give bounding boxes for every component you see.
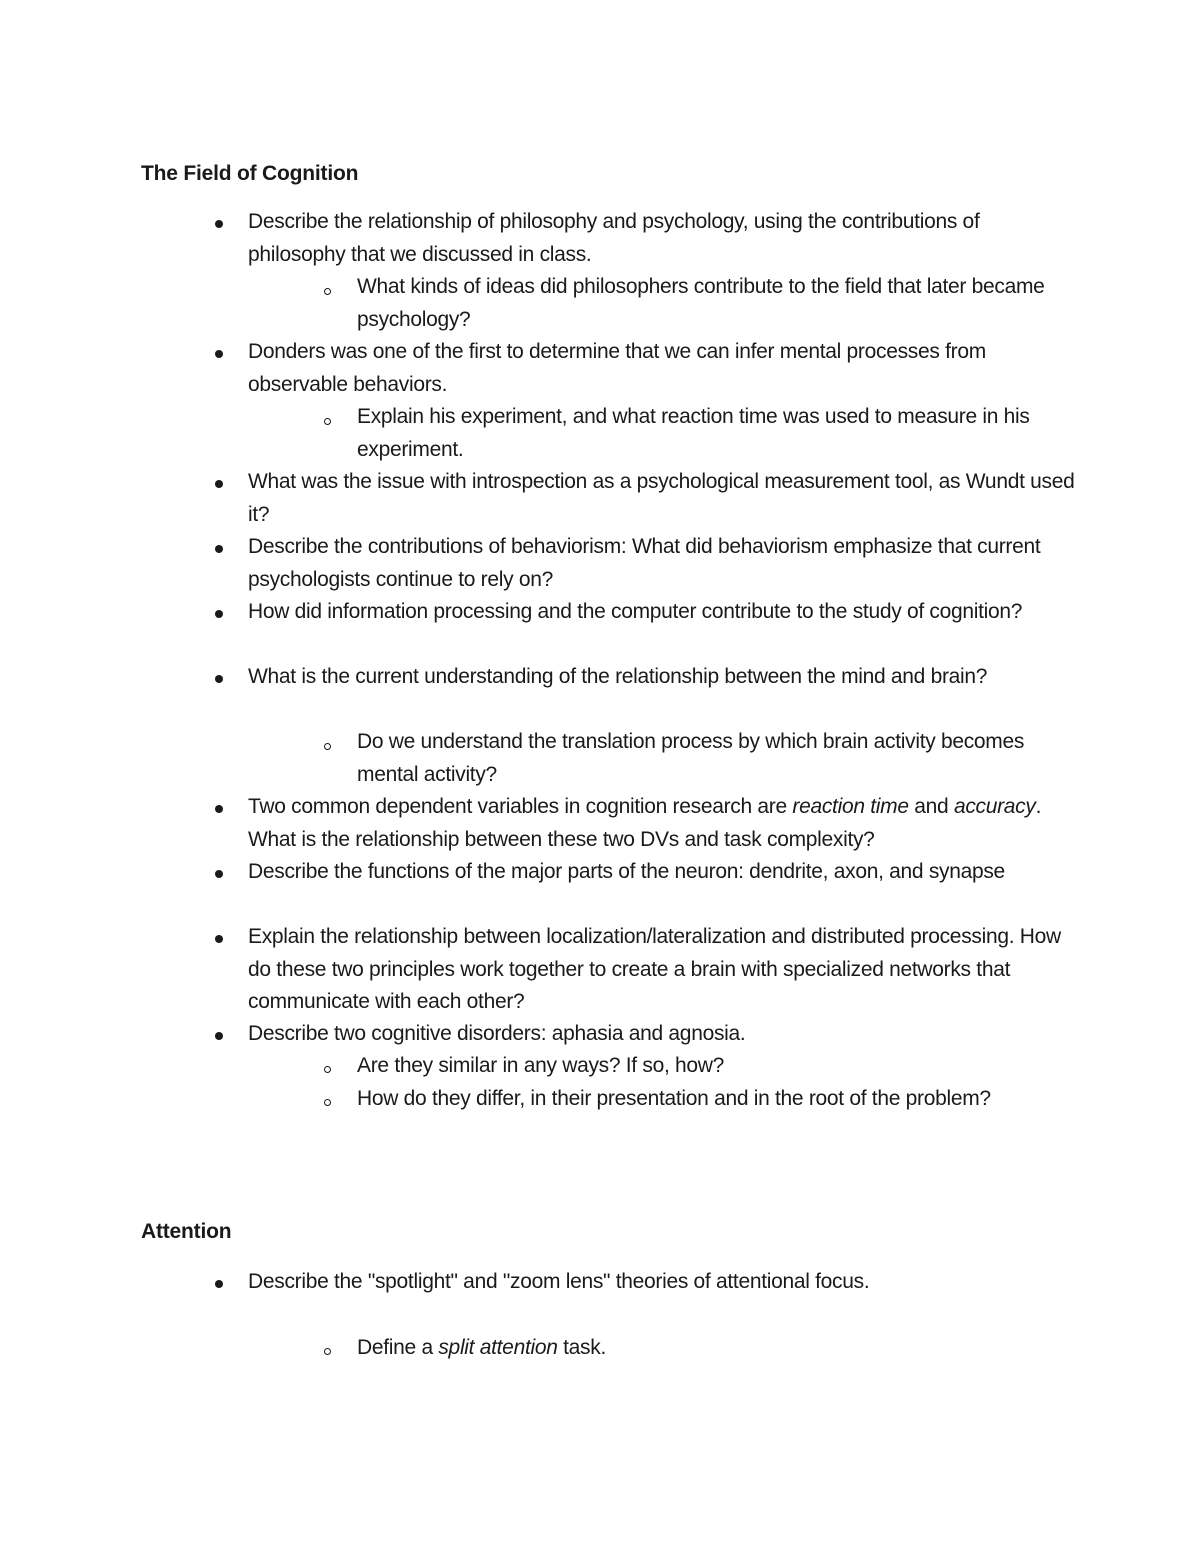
text-segment: task. — [557, 1336, 606, 1359]
sub-list-item: Are they similar in any ways? If so, how? — [357, 1054, 725, 1077]
list-item: Describe the relationship of philosophy and psychology, using the contributions of philosophy that we discussed in class. — [248, 210, 980, 266]
italic-term: accuracy — [953, 795, 1036, 818]
italic-term: reaction time — [792, 795, 909, 818]
sub-list-item — [357, 1332, 1077, 1365]
section-heading: The Field of Cognition — [141, 162, 359, 185]
text-segment: Two common dependent variables in cognition research are — [248, 795, 793, 818]
bullet-icon — [215, 350, 223, 358]
text-segment: and — [908, 795, 954, 818]
list-item: How did information processing and the computer contribute to the study of cognition? — [248, 600, 1023, 623]
hollow-bullet-icon — [324, 743, 331, 750]
sub-list-item: How do they differ, in their presentation and in the root of the problem? — [357, 1087, 991, 1110]
text-segment: Define a — [357, 1336, 439, 1359]
hollow-bullet-icon — [324, 1099, 331, 1106]
list-item: What was the issue with introspection as a psychological measurement tool, as Wundt used it? — [248, 470, 1075, 526]
text-segment: . What is the relationship between these two DVs and task complexity? — [248, 795, 1042, 851]
list-item: Describe two cognitive disorders: aphasia and agnosia. — [248, 1022, 746, 1045]
hollow-bullet-icon — [324, 1348, 331, 1355]
bullet-icon — [215, 1280, 223, 1288]
list-item: Describe the "spotlight" and "zoom lens" theories of attentional focus. — [248, 1270, 870, 1293]
list-item: Explain the relationship between localization/lateralization and distributed processing. How do these two principles work together to create a brain with specialized networks that communicate with each other? — [248, 925, 1061, 1013]
sub-list-item: Do we understand the translation process by which brain activity becomes mental activity? — [357, 730, 1025, 786]
hollow-bullet-icon — [324, 1066, 331, 1073]
hollow-bullet-icon — [324, 288, 331, 295]
bullet-icon — [215, 1032, 223, 1040]
list-item: What is the current understanding of the relationship between the mind and brain? — [248, 665, 988, 688]
bullet-icon — [215, 805, 223, 813]
hollow-bullet-icon — [324, 418, 331, 425]
sub-list-item: Explain his experiment, and what reaction time was used to measure in his experiment. — [357, 405, 1030, 461]
sub-list-item: What kinds of ideas did philosophers contribute to the field that later became psychology? — [357, 275, 1045, 331]
section-heading: Attention — [141, 1220, 232, 1243]
list-item: Describe the functions of the major parts of the neuron: dendrite, axon, and synapse — [248, 860, 1005, 883]
bullet-icon — [215, 935, 223, 943]
bullet-icon — [215, 220, 223, 228]
bullet-icon — [215, 610, 223, 618]
list-item: Donders was one of the first to determine that we can infer mental processes from observable behaviors. — [248, 340, 986, 396]
bullet-icon — [215, 675, 223, 683]
italic-term: split attention — [438, 1336, 558, 1359]
list-item — [248, 791, 1078, 856]
bullet-icon — [215, 545, 223, 553]
list-item: Describe the contributions of behaviorism: What did behaviorism emphasize that current psychologists continue to rely on? — [248, 535, 1041, 591]
bullet-icon — [215, 480, 223, 488]
bullet-icon — [215, 870, 223, 878]
